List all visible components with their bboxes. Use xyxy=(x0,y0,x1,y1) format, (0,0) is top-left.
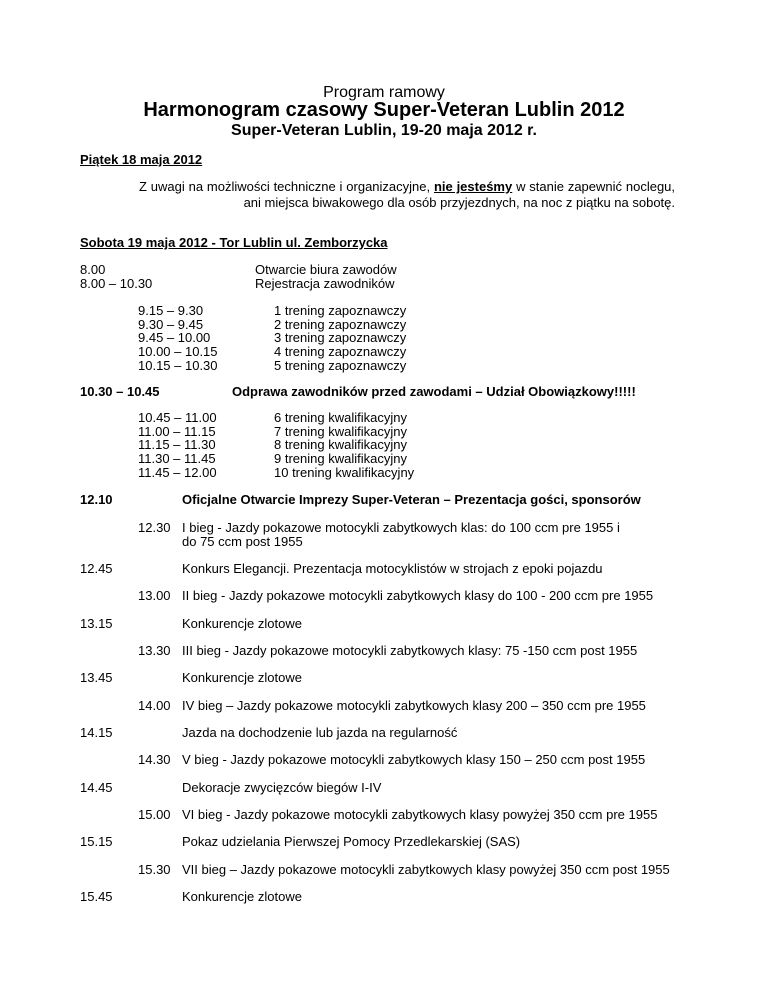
friday-notice xyxy=(139,179,675,211)
intro-training-times xyxy=(138,304,218,372)
event-label: V bieg - Jazdy pokazowe motocykli zabytkowych klasy 150 – 250 ccm post 1955 xyxy=(182,752,646,767)
event-label: Konkurencje zlotowe xyxy=(182,670,302,685)
training-label: 6 trening kwalifikacyjny xyxy=(274,410,407,425)
event-time: 14.45 xyxy=(80,780,113,795)
qual-training-labels xyxy=(274,411,414,479)
event-label: III bieg - Jazdy pokazowe motocykli zabytkowych klasy: 75 -150 ccm post 1955 xyxy=(182,643,638,658)
office-time: 8.00 xyxy=(80,262,106,277)
event-label: VI bieg - Jazdy pokazowe motocykli zabytkowych klasy powyżej 350 ccm pre 1955 xyxy=(182,807,658,822)
event-label: Konkurencje zlotowe xyxy=(182,616,302,631)
event-time: 13.45 xyxy=(80,670,113,685)
training-label: 7 trening kwalifikacyjny xyxy=(274,423,407,439)
event-label: Pokaz udzielania Pierwszej Pomocy Przedlekarskiej (SAS) xyxy=(182,834,521,849)
event-time: 13.30 xyxy=(138,643,171,658)
event-time: 15.15 xyxy=(80,834,113,849)
training-time: 10.00 – 10.15 xyxy=(138,344,218,360)
training-time: 9.15 – 9.30 xyxy=(138,303,204,318)
training-label: 3 trening zapoznawczy xyxy=(274,330,407,346)
notice-line-2: ani miejsca biwakowego dla osób przyjezdnych, na noc z piątku na sobotę. xyxy=(243,195,675,210)
event-time: 13.00 xyxy=(138,588,171,603)
training-label: 4 trening zapoznawczy xyxy=(274,344,407,360)
event-time: 13.15 xyxy=(80,616,113,631)
training-label: 8 trening kwalifikacyjny xyxy=(274,437,407,453)
briefing-label: Odprawa zawodników przed zawodami – Udział Obowiązkowy!!!!! xyxy=(232,384,636,399)
event-label: IV bieg – Jazdy pokazowe motocykli zabytkowych klasy 200 – 350 ccm pre 1955 xyxy=(182,698,646,713)
training-label: 9 trening kwalifikacyjny xyxy=(274,451,407,467)
event-time: 15.30 xyxy=(138,862,171,877)
event-time: 14.30 xyxy=(138,752,171,767)
opening-label: Oficjalne Otwarcie Imprezy Super-Veteran – Prezentacja gości, sponsorów xyxy=(182,492,641,507)
opening-time: 12.10 xyxy=(80,492,113,507)
event-label: VII bieg – Jazdy pokazowe motocykli zabytkowych klasy powyżej 350 ccm post 1955 xyxy=(182,862,670,877)
training-time: 9.30 – 9.45 xyxy=(138,316,204,332)
notice-text-end: w stanie zapewnić noclegu, xyxy=(512,179,676,194)
briefing-time: 10.30 – 10.45 xyxy=(80,384,160,399)
event-time: 14.15 xyxy=(80,725,113,740)
event-time: 14.00 xyxy=(138,698,171,713)
event-label: I bieg - Jazdy pokazowe motocykli zabytkowych klas: do 100 ccm pre 1955 i xyxy=(182,520,620,535)
event-time: 15.00 xyxy=(138,807,171,822)
training-time: 10.45 – 11.00 xyxy=(138,410,217,425)
event-label: Konkurencje zlotowe xyxy=(182,889,302,904)
document-pretitle: Program ramowy xyxy=(323,84,445,101)
qual-training-times xyxy=(138,411,217,479)
event-label: Dekoracje zwycięzców biegów I-IV xyxy=(182,780,382,795)
training-time: 11.30 – 11.45 xyxy=(138,451,216,467)
event-label-continued: do 75 ccm post 1955 xyxy=(182,534,303,549)
intro-training-labels xyxy=(274,304,406,372)
training-label: 10 trening kwalifikacyjny xyxy=(274,464,415,480)
event-label: Konkurs Elegancji. Prezentacja motocyklistów w strojach z epoki pojazdu xyxy=(182,561,603,576)
training-time: 11.15 – 11.30 xyxy=(138,437,216,453)
training-time: 11.00 – 11.15 xyxy=(138,423,216,439)
notice-emphasis: nie jesteśmy xyxy=(433,179,513,194)
training-time: 10.15 – 10.30 xyxy=(138,357,218,373)
training-time: 9.45 – 10.00 xyxy=(138,330,211,346)
document-title: Harmonogram czasowy Super-Veteran Lublin 2012 xyxy=(143,99,625,121)
training-label: 1 trening zapoznawczy xyxy=(274,303,407,318)
notice-text-start: Z uwagi na możliwości techniczne i organizacyjne, xyxy=(139,179,434,194)
event-time: 15.45 xyxy=(80,889,113,904)
training-label: 2 trening zapoznawczy xyxy=(274,316,407,332)
training-label: 5 trening zapoznawczy xyxy=(274,357,407,373)
registration-label: Rejestracja zawodników xyxy=(255,276,395,291)
friday-heading: Piątek 18 maja 2012 xyxy=(80,152,203,167)
event-label: II bieg - Jazdy pokazowe motocykli zabytkowych klasy do 100 - 200 ccm pre 1955 xyxy=(182,588,654,603)
event-time: 12.30 xyxy=(138,520,171,535)
registration-time: 8.00 – 10.30 xyxy=(80,276,153,291)
saturday-heading: Sobota 19 maja 2012 - Tor Lublin ul. Zemborzycka xyxy=(80,235,388,250)
event-label: Jazda na dochodzenie lub jazda na regularność xyxy=(182,725,458,740)
event-time: 12.45 xyxy=(80,561,113,576)
document-subtitle: Super-Veteran Lublin, 19-20 maja 2012 r. xyxy=(231,122,537,139)
training-time: 11.45 – 12.00 xyxy=(138,464,217,480)
office-label: Otwarcie biura zawodów xyxy=(255,262,397,277)
